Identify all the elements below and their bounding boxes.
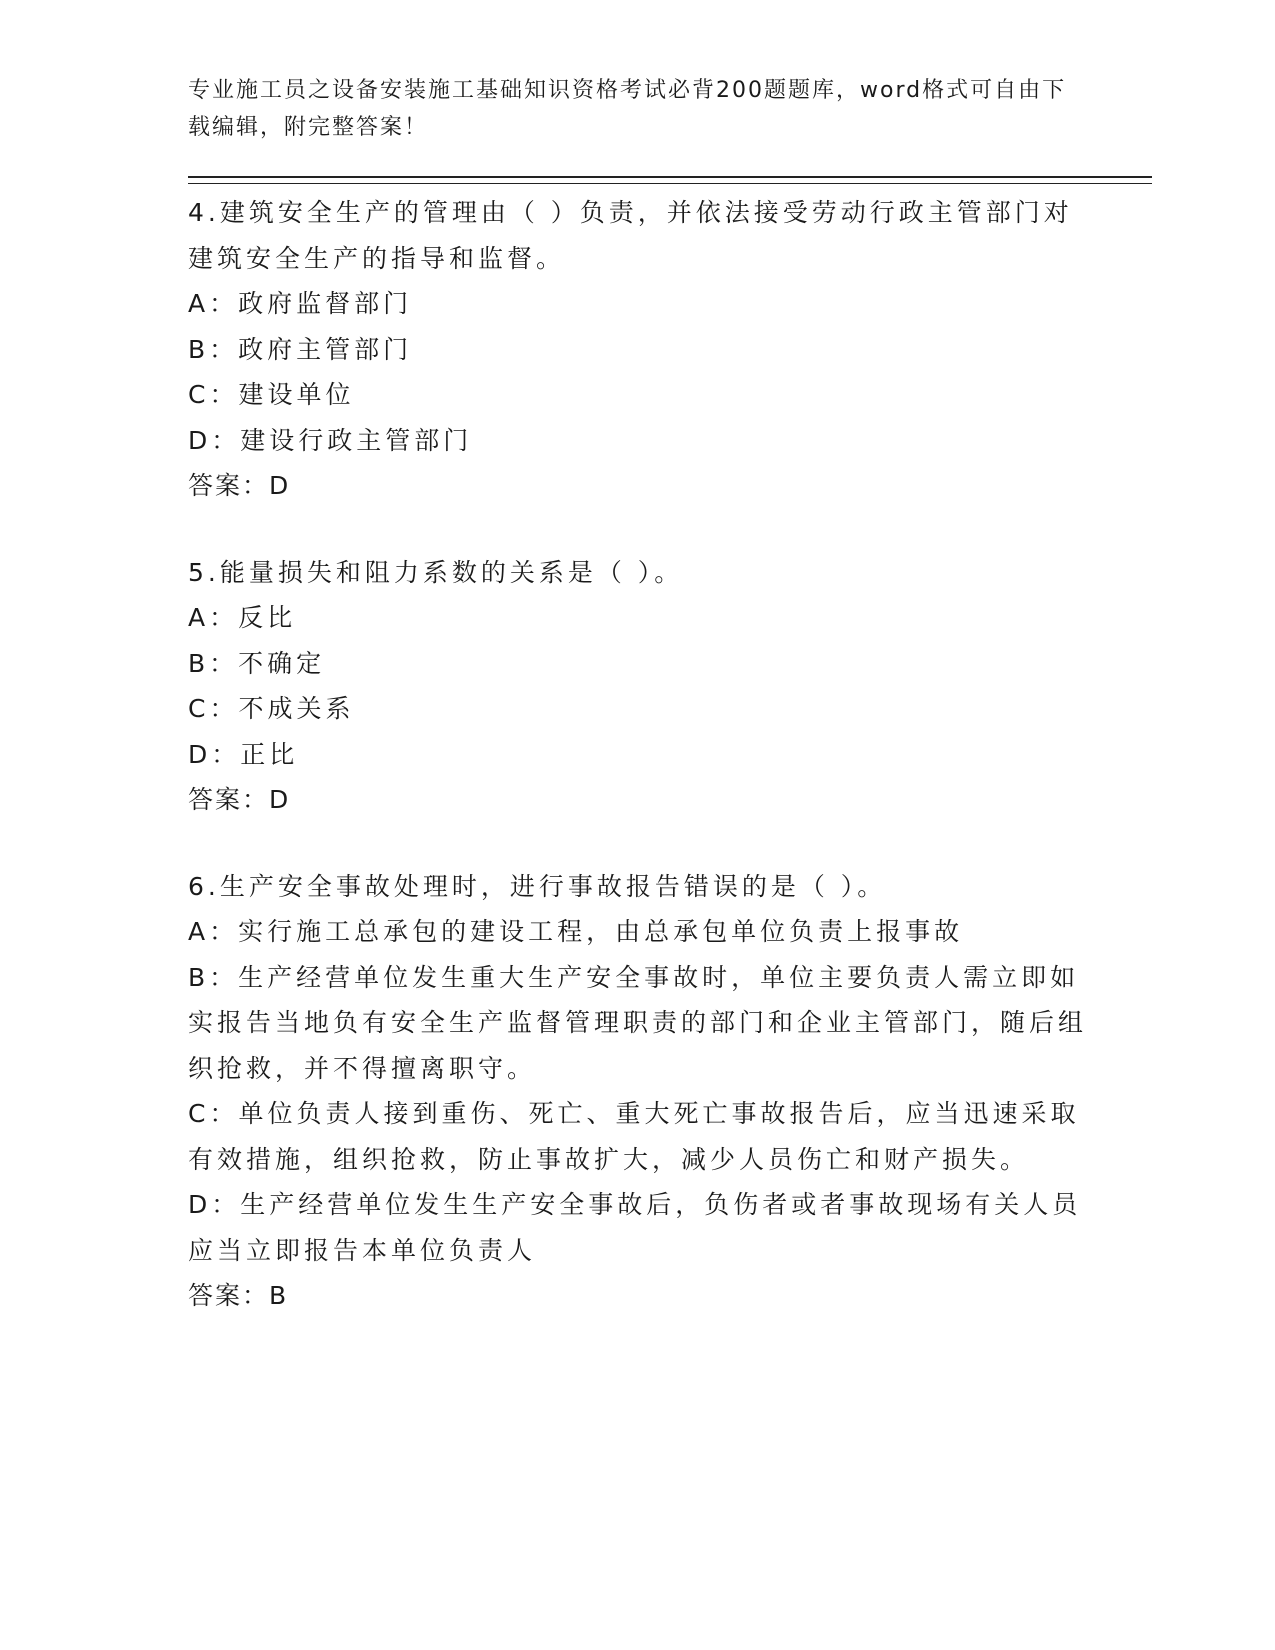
option-b: B：生产经营单位发生重大生产安全事故时，单位主要负责人需立即如实报告当地负有安全生产监督管理职责的部门和企业主管部门，随后组织抢救，并不得擅离职守。	[188, 962, 1088, 1083]
question-stem: 6.生产安全事故处理时，进行事故报告错误的是（ ）。	[188, 871, 887, 901]
answer-line: 答案：B	[188, 1281, 289, 1310]
question-item	[188, 864, 1088, 1319]
option-d: D：建设行政主管部门	[188, 425, 473, 455]
option-c: C：单位负责人接到重伤、死亡、重大死亡事故报告后，应当迅速采取有效措施，组织抢救，防止事故扩大，减少人员伤亡和财产损失。	[188, 1099, 1080, 1174]
option-c: C：不成关系	[188, 694, 355, 723]
question-item	[188, 550, 1088, 823]
option-a: A：反比	[188, 603, 297, 632]
option-b: B：不确定	[188, 648, 326, 678]
question-item	[188, 190, 1088, 509]
option-a: A：政府监督部门	[188, 289, 413, 318]
option-c: C：建设单位	[188, 380, 355, 409]
header-divider-thin	[188, 183, 1152, 184]
question-stem: 5.能量损失和阻力系数的关系是（ ）。	[188, 557, 684, 587]
question-list	[188, 190, 1088, 1360]
option-d: D：生产经营单位发生生产安全事故后，负伤者或者事故现场有关人员应当立即报告本单位负责人	[188, 1190, 1082, 1265]
answer-line: 答案：D	[188, 471, 291, 500]
document-header: 专业施工员之设备安装施工基础知识资格考试必背200题题库，word格式可自由下载编辑，附完整答案！	[188, 78, 1067, 140]
answer-line: 答案：D	[188, 785, 291, 814]
header-divider-thick	[188, 176, 1152, 178]
option-b: B：政府主管部门	[188, 334, 413, 364]
question-stem: 4.建筑安全生产的管理由（ ）负责，并依法接受劳动行政主管部门对建筑安全生产的指导和监督。	[188, 198, 1073, 273]
option-d: D：正比	[188, 739, 299, 769]
option-a: A：实行施工总承包的建设工程，由总承包单位负责上报事故	[188, 917, 964, 946]
